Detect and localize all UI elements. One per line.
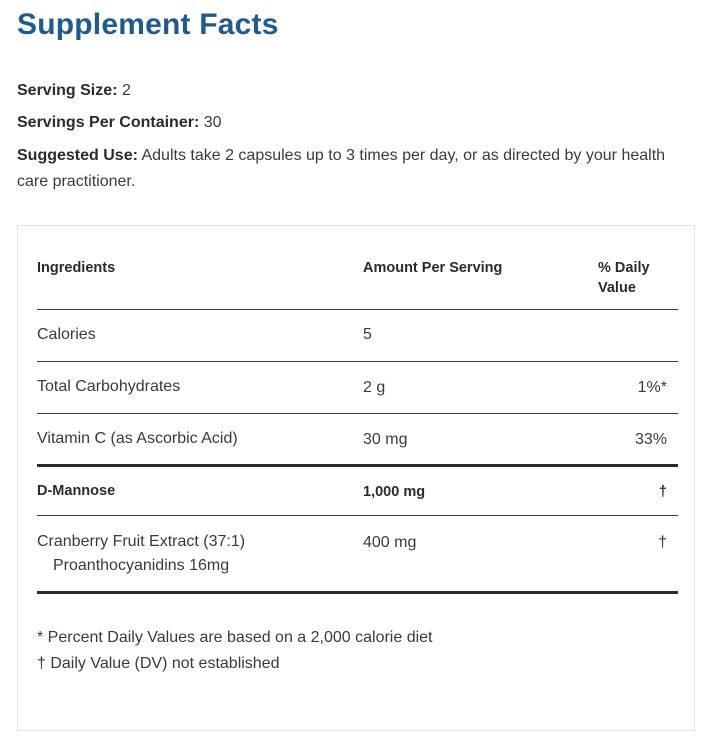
row-divider xyxy=(37,413,678,414)
row-d-mannose-dv: † xyxy=(658,484,667,500)
suggested-use xyxy=(17,143,697,195)
row-cranberry-amount: 400 mg xyxy=(363,534,417,551)
footnote-dv-not-established: † Daily Value (DV) not established xyxy=(37,655,280,672)
servings-per-container-label: Servings Per Container: xyxy=(17,114,200,131)
footnote-percent-dv: * Percent Daily Values are based on a 2,000 calorie diet xyxy=(37,629,433,646)
row-calories-name: Calories xyxy=(37,326,96,343)
header-ingredients: Ingredients xyxy=(37,260,116,276)
row-cranberry-dv: † xyxy=(658,534,667,551)
table-bottom-rule xyxy=(37,591,678,594)
row-carbs-dv: 1%* xyxy=(637,379,667,396)
page-title: Supplement Facts xyxy=(17,8,279,41)
row-cranberry-sub: Proanthocyanidins 16mg xyxy=(53,557,230,574)
section-divider-thick xyxy=(37,464,678,467)
header-divider xyxy=(37,309,678,310)
supplement-facts-table xyxy=(17,225,695,731)
row-carbs-amount: 2 g xyxy=(363,379,386,396)
suggested-use-value: Adults take 2 capsules up to 3 times per day, or as directed by your health care practitioner. xyxy=(17,147,666,190)
row-vitamin-c-amount: 30 mg xyxy=(363,431,408,448)
serving-size-value: 2 xyxy=(121,82,131,99)
suggested-use-label: Suggested Use: xyxy=(17,147,138,164)
header-daily-value: % Daily Value xyxy=(598,260,650,296)
serving-size xyxy=(17,78,697,104)
serving-size-label: Serving Size: xyxy=(17,82,118,99)
row-calories-amount: 5 xyxy=(363,326,372,343)
row-d-mannose-amount: 1,000 mg xyxy=(363,484,426,500)
row-vitamin-c-name: Vitamin C (as Ascorbic Acid) xyxy=(37,430,238,447)
servings-per-container-value: 30 xyxy=(203,114,222,131)
row-divider xyxy=(37,361,678,362)
row-carbs-name: Total Carbohydrates xyxy=(37,378,181,395)
row-cranberry-name: Cranberry Fruit Extract (37:1) xyxy=(37,533,246,550)
row-d-mannose-name: D-Mannose xyxy=(37,483,116,499)
servings-per-container xyxy=(17,110,697,136)
row-vitamin-c-dv: 33% xyxy=(634,431,667,448)
header-amount: Amount Per Serving xyxy=(363,260,503,276)
row-divider xyxy=(37,515,678,516)
